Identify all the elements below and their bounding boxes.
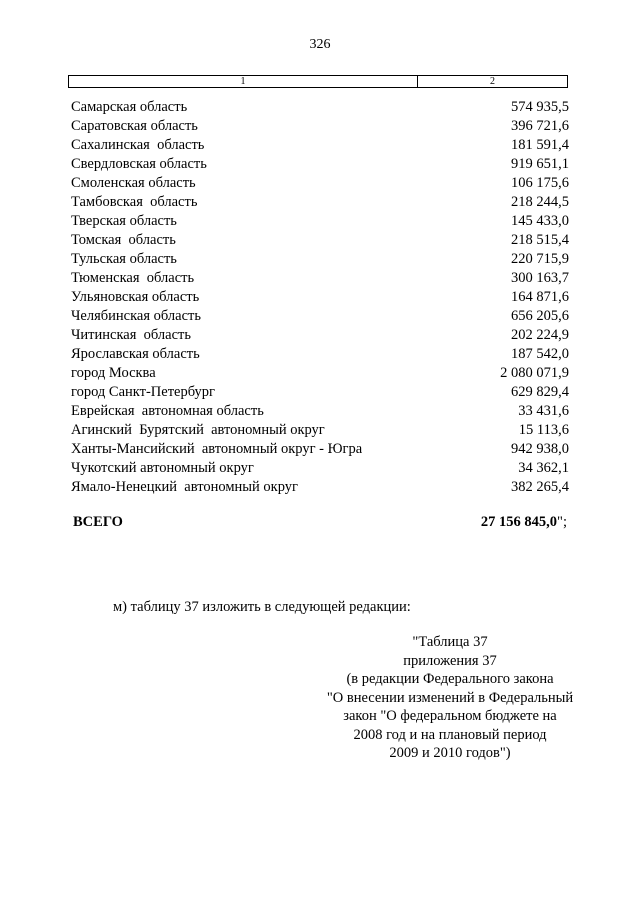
total-value-group	[481, 512, 567, 532]
region-name: Чукотский автономный округ	[71, 460, 254, 476]
region-value: 919 651,1	[511, 156, 569, 172]
table-row	[71, 193, 571, 212]
region-value: 164 871,6	[511, 289, 569, 305]
table-header	[68, 75, 568, 88]
region-value: 300 163,7	[511, 270, 569, 286]
region-value: 202 224,9	[511, 327, 569, 343]
table-row	[71, 231, 571, 250]
region-name: Тюменская область	[71, 270, 195, 286]
region-value: 106 175,6	[511, 175, 569, 191]
region-name: Ярославская область	[71, 346, 200, 362]
region-name: Свердловская область	[71, 156, 207, 172]
table-row	[71, 326, 571, 345]
reference-line: "О внесении изменений в Федеральный	[326, 689, 574, 706]
reference-line: (в редакции Федерального закона	[346, 671, 554, 687]
region-value: 34 362,1	[518, 460, 569, 476]
region-value: 33 431,6	[518, 403, 569, 419]
region-value: 396 721,6	[511, 118, 569, 134]
table-row	[71, 212, 571, 231]
table-row	[71, 478, 571, 497]
region-value: 218 244,5	[511, 194, 569, 210]
region-value: 656 205,6	[511, 308, 569, 324]
region-name: Еврейская автономная область	[71, 403, 264, 419]
region-value: 218 515,4	[511, 232, 569, 248]
table-row	[71, 383, 571, 402]
region-name: город Санкт-Петербург	[71, 384, 216, 400]
table-row	[71, 269, 571, 288]
table-row	[71, 364, 571, 383]
table-row	[71, 307, 571, 326]
table-header-col-1: 1	[69, 76, 418, 87]
region-value: 181 591,4	[511, 137, 569, 153]
region-name: Томская область	[71, 232, 176, 248]
region-value: 942 938,0	[511, 441, 569, 457]
total-label: ВСЕГО	[73, 514, 123, 530]
region-name: Читинская область	[71, 327, 191, 343]
table-row	[71, 421, 571, 440]
region-value: 187 542,0	[511, 346, 569, 362]
region-name: Тверская область	[71, 213, 177, 229]
region-name: Смоленская область	[71, 175, 196, 191]
region-name: Челябинская область	[71, 308, 201, 324]
table-row	[71, 345, 571, 364]
table-row	[71, 440, 571, 459]
region-value: 145 433,0	[511, 213, 569, 229]
instruction-text: м) таблицу 37 изложить в следующей редакции:	[113, 599, 411, 615]
table-row	[71, 288, 571, 307]
table-row	[71, 402, 571, 421]
reference-line: приложения 37	[403, 652, 497, 669]
reference-line: 2009 и 2010 годов")	[389, 745, 511, 761]
total-suffix: ";	[557, 514, 567, 530]
page-number: 326	[309, 37, 331, 52]
region-name: Агинский Бурятский автономный округ	[71, 422, 325, 438]
reference-line: закон "О федеральном бюджете на	[343, 708, 557, 724]
total-row	[73, 512, 573, 532]
region-value: 2 080 071,9	[500, 365, 569, 381]
table-row	[71, 117, 571, 136]
region-name: Ульяновская область	[71, 289, 200, 305]
total-value: 27 156 845,0	[480, 514, 558, 530]
region-name: Ханты-Мансийский автономный округ - Югра	[71, 441, 363, 457]
table-row	[71, 459, 571, 478]
region-value: 629 829,4	[511, 384, 569, 400]
table-row	[71, 174, 571, 193]
region-value: 382 265,4	[511, 479, 569, 495]
region-table	[71, 98, 571, 497]
region-name: Самарская область	[71, 99, 188, 115]
region-name: Сахалинская область	[71, 137, 205, 153]
region-value: 15 113,6	[518, 422, 569, 438]
region-value: 574 935,5	[511, 99, 569, 115]
table-reference-block	[318, 633, 582, 763]
table-row	[71, 98, 571, 117]
region-value: 220 715,9	[511, 251, 569, 267]
table-row	[71, 250, 571, 269]
table-row	[71, 155, 571, 174]
region-name: Тульская область	[71, 251, 177, 267]
table-header-col-2: 2	[490, 76, 495, 87]
reference-line: 2008 год и на плановый период	[353, 726, 547, 743]
region-name: Саратовская область	[71, 118, 198, 134]
region-name: Тамбовская область	[71, 194, 198, 210]
region-name: город Москва	[71, 365, 156, 381]
region-name: Ямало-Ненецкий автономный округ	[71, 479, 298, 495]
table-row	[71, 136, 571, 155]
reference-line: "Таблица 37	[412, 634, 488, 650]
